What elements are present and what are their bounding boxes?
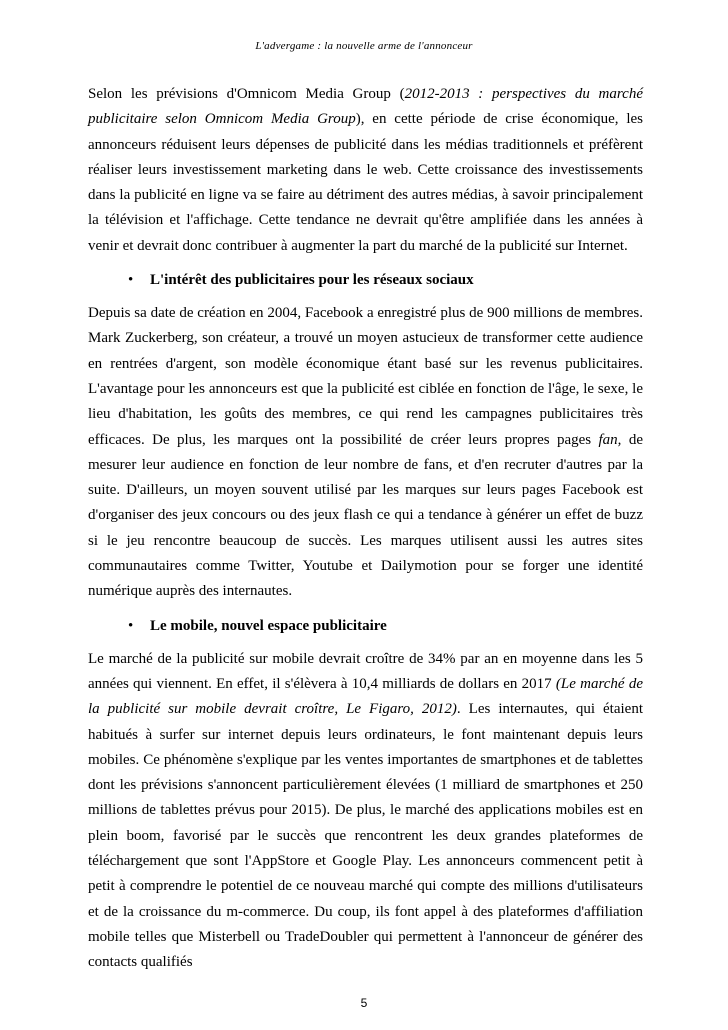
- social-text-rest: de mesurer leur audience en fonction de leur nombre de fans, et d'en recruter d'autres par la suite. D'ailleurs, un moyen souvent utilisé par les marques sur leurs pages Facebook est d'organiser des jeux concours ou des jeux flash ce qui a tendance à générer un effet de buzz si le jeu rencontre beaucoup de succès. Les marques utilisent aussi les autres sites communautaires comme Twitter, Youtube et Dailymotion pour se forger une identité numérique auprès des internautes.: [88, 431, 643, 600]
- page-number: 5: [360, 996, 368, 1010]
- intro-paragraph: [88, 82, 643, 259]
- bullet-icon: •: [128, 617, 134, 634]
- intro-citation: 2012-2013 : perspectives du marché publicitaire selon Omnicom Media Group: [88, 86, 643, 128]
- social-fan-term: fan,: [598, 431, 622, 448]
- social-networks-paragraph: [88, 301, 643, 605]
- page-body: [88, 82, 643, 985]
- section-heading-text: L'intérêt des publicitaires pour les réseaux sociaux: [150, 272, 474, 289]
- bullet-icon: •: [128, 272, 134, 289]
- intro-text-start: Selon les prévisions d'Omnicom Media Group (: [88, 86, 405, 102]
- running-header: L'advergame : la nouvelle arme de l'annonceur: [255, 40, 473, 52]
- section-heading-mobile: [128, 614, 643, 639]
- mobile-citation: (Le marché de la publicité sur mobile devrait croître, Le Figaro, 2012): [88, 675, 643, 718]
- mobile-text-rest: . Les internautes, qui étaient habitués à surfer sur internet depuis leurs ordinateurs, le font maintenant depuis leurs mobiles. Ce phénomène s'explique par les ventes importantes de smartphones et de tablettes dont les prévisions s'annoncent particulièrement élevées (1 milliard de smartphones et 250 millions de tablettes prévus pour 2015). De plus, le marché des applications mobiles est en plein boom, favorisé par le succès que rencontrent les deux grandes plateformes de téléchargement que sont l'AppStore et Google Play. Les annonceurs commencent petit à petit à comprendre le potentiel de ce nouveau marché qui compte des millions d'utilisateurs et de la croissance du m-commerce. Du coup, ils font appel à des plateformes d'affiliation mobile telles que Misterbell ou TradeDoubler qui permettent à l'annonceur de générer des contacts qualifiés: [88, 701, 644, 971]
- social-text-start: Depuis sa date de création en 2004, Facebook a enregistré plus de 900 millions de membres. Mark Zuckerberg, son créateur, a trouvé un moyen astucieux de transformer cette audience en rentrées d'argent, son modèle économique étant basé sur les revenus publicitaires. L'avantage pour les annonceurs est que la publicité est ciblée en fonction de l'âge, le sexe, le lieu d'habitation, les goûts des membres, ce qui rend les campagnes publicitaires très efficaces. De plus, les marques ont la possibilité de créer leurs propres pages: [88, 305, 643, 448]
- mobile-text-start: Le marché de la publicité sur mobile devrait croître de 34% par an en moyenne dans les 5 années qui viennent. En effet, il s'élèvera à 10,4 milliards de dollars en 2017: [88, 650, 643, 692]
- mobile-paragraph: [88, 647, 643, 976]
- section-heading-text: Le mobile, nouvel espace publicitaire: [150, 617, 387, 634]
- intro-text-rest: ), en cette période de crise économique, les annonceurs réduisent leurs dépenses de publicité dans les médias traditionnels et préfèrent réaliser leurs investissement marketing dans le web. Cette croissance des investissements dans la publicité en ligne va se faire au détriment des autres médias, à savoir principalement la télévision et l'affichage. Cette tendance ne devrait qu'être amplifiée dans les années à venir et devrait donc contribuer à augmenter la part du marché de la publicité sur Internet.: [88, 111, 643, 254]
- section-heading-social-networks: [128, 268, 643, 293]
